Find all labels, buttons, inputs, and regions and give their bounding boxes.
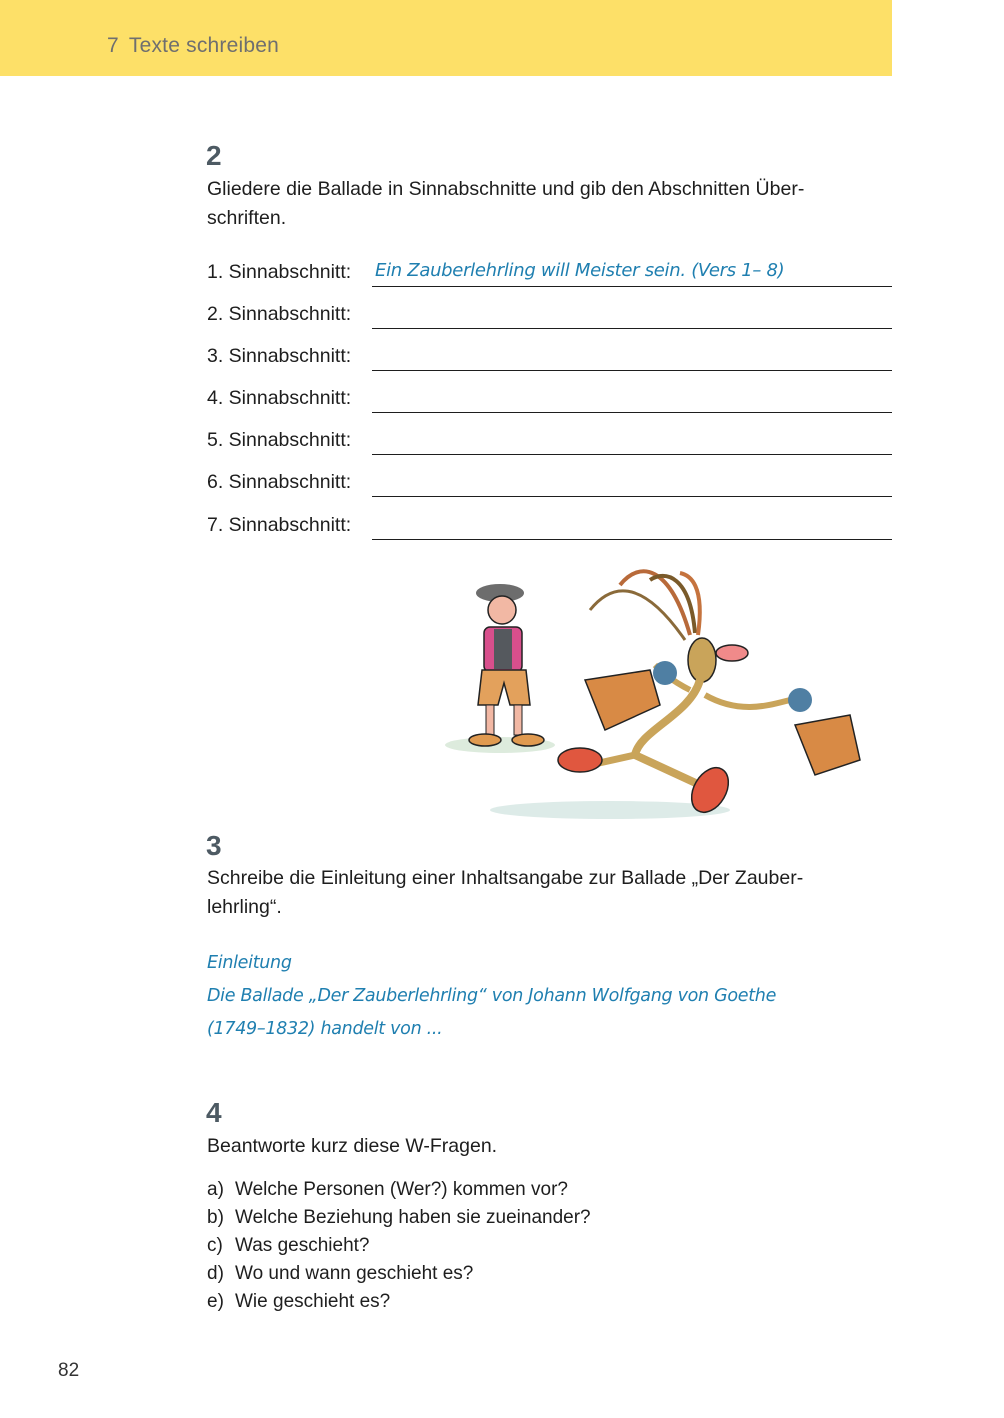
question-letter: a) [207,1179,224,1200]
task-3-instruction-line-2: lehrling“. [207,896,282,918]
chapter-header-band [0,0,892,76]
question-letter: d) [207,1263,224,1284]
sinnabschnitt-row-2 [207,299,892,329]
question-text: Wie geschieht es? [235,1291,391,1312]
task-4-instruction: Beantworte kurz diese W-Fragen. [207,1135,498,1157]
task-3-instruction-line-1: Schreibe die Einleitung einer Inhaltsangabe zur Ballade „Der Zauber- [207,867,804,889]
sinnabschnitt-label: 1. Sinnabschnitt: [207,261,352,283]
answer-line[interactable] [372,384,892,413]
question-letter: e) [207,1291,224,1312]
answer-line[interactable] [372,468,892,497]
enchanted-broom-figure [558,571,860,819]
chapter-title [107,34,279,58]
answer-line[interactable] [372,426,892,455]
question-letter: c) [207,1235,223,1256]
example-line-1: Die Ballade „Der Zauberlehrling“ von Johann Wolfgang von Goethe [207,986,777,1006]
task-2-instruction-line-1: Gliedere die Ballade in Sinnabschnitte und gib den Abschnitten Über- [207,178,805,200]
question-text: Was geschieht? [235,1235,370,1256]
sinnabschnitt-label: 6. Sinnabschnitt: [207,471,352,493]
question-a [207,1176,591,1204]
sinnabschnitt-row-1 [207,257,892,287]
chapter-number: 7 [107,34,119,57]
example-introduction [207,947,776,1046]
question-d [207,1260,591,1288]
sinnabschnitt-label: 2. Sinnabschnitt: [207,303,352,325]
example-line-2: (1749–1832) handelt von ... [207,1019,443,1039]
sinnabschnitt-row-3 [207,341,892,371]
answer-line[interactable] [372,342,892,371]
example-heading: Einleitung [207,953,292,973]
zauberlehrling-illustration [440,565,870,830]
apprentice-figure [469,584,544,746]
question-letter: b) [207,1207,224,1228]
w-questions-list [207,1176,591,1316]
task-4-number: 4 [206,1097,222,1128]
sinnabschnitt-row-7 [207,510,892,540]
question-text: Wo und wann geschieht es? [235,1263,474,1284]
sinnabschnitt-row-6 [207,467,892,497]
page-number: 82 [58,1360,80,1381]
question-e [207,1288,591,1316]
question-text: Welche Beziehung haben sie zueinander? [235,1207,591,1228]
sinnabschnitt-label: 4. Sinnabschnitt: [207,387,352,409]
answer-line[interactable] [372,300,892,329]
task-2-instruction-line-2: schriften. [207,207,287,229]
handwritten-answer: Ein Zauberlehrling will Meister sein. (Vers 1– 8) [375,260,785,281]
answer-line[interactable] [372,511,892,540]
sinnabschnitt-label: 5. Sinnabschnitt: [207,429,352,451]
task-2-number: 2 [206,140,222,171]
sinnabschnitt-row-5 [207,425,892,455]
question-b [207,1204,591,1232]
task-2-instruction [207,175,847,233]
sinnabschnitt-label: 7. Sinnabschnitt: [207,514,352,536]
question-text: Welche Personen (Wer?) kommen vor? [235,1179,568,1200]
sinnabschnitt-label: 3. Sinnabschnitt: [207,345,352,367]
question-c [207,1232,591,1260]
sinnabschnitt-row-4 [207,383,892,413]
task-3-number: 3 [206,830,222,861]
chapter-title-text: Texte schreiben [128,34,279,57]
task-3-instruction [207,864,847,922]
